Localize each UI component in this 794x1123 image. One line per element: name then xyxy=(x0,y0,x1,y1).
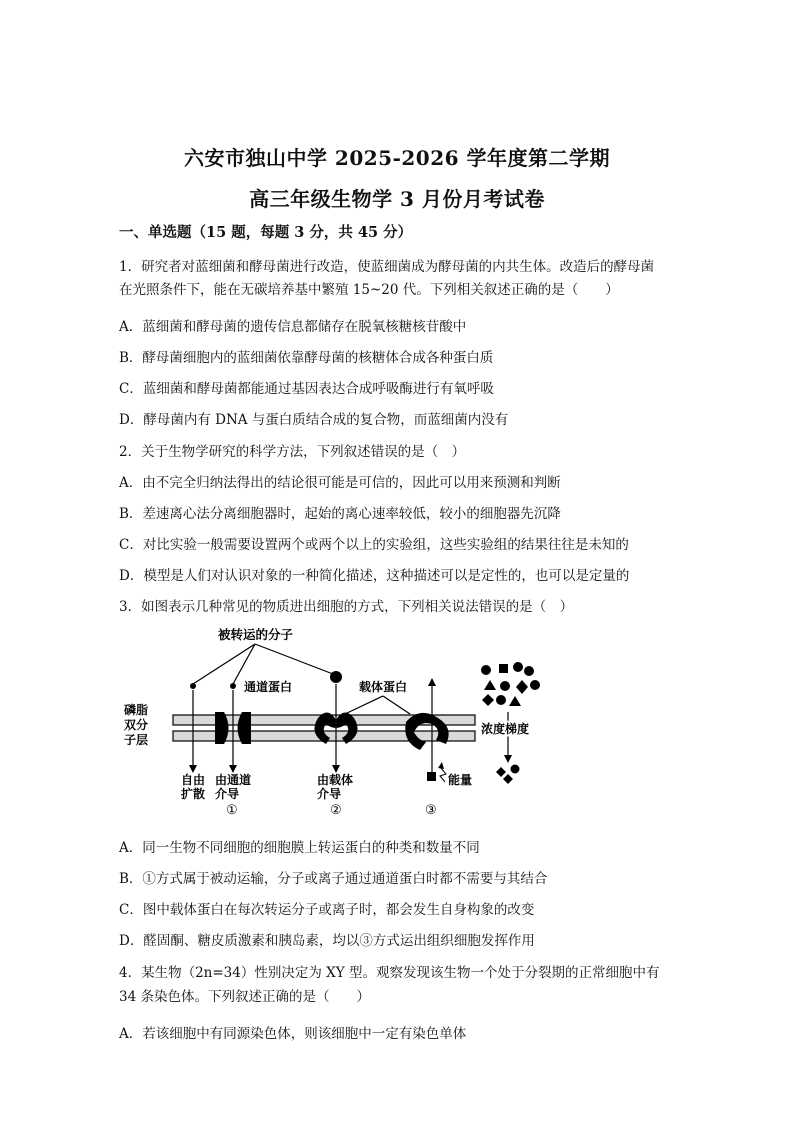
exam-title-line2: 高三年级生物学 3 月份月考试卷 xyxy=(249,187,545,211)
q2-stem: 2．关于生物学研究的科学方法，下列叙述错误的是（ ） xyxy=(119,444,466,460)
label-num-3: ③ xyxy=(425,803,437,818)
energy-zigzag xyxy=(440,767,446,782)
label-energy: 能量 xyxy=(448,773,473,787)
section-heading: 一、单选题（15 题，每题 3 分，共 45 分） xyxy=(119,224,413,241)
q4-stem-line1: 4．某生物（2n=34）性别决定为 XY 型。观察发现该生物一个处于分裂期的正常细胞中有 xyxy=(119,965,660,981)
q1-stem-line1: 1．研究者对蓝细菌和酵母菌进行改造，使蓝细菌成为酵母菌的内共生体。改造后的酵母菌 xyxy=(119,259,655,275)
q1-option-d: D．酵母菌内有 DNA 与蛋白质结合成的复合物，而蓝细菌内没有 xyxy=(119,412,509,428)
q1-stem-line2: 在光照条件下，能在无碳培养基中繁殖 15~20 代。下列相关叙述正确的是（ ） xyxy=(119,282,619,298)
q3-option-a: A．同一生物不同细胞的细胞膜上转运蛋白的种类和数量不同 xyxy=(119,840,480,856)
q2-option-b: B．差速离心法分离细胞器时，起始的离心速率较低，较小的细胞器先沉降 xyxy=(119,506,561,522)
label-carrier-mediated-1: 由载体 xyxy=(317,773,354,787)
q2-option-a: A．由不完全归纳法得出的结论很可能是可信的，因此可以用来预测和判断 xyxy=(119,475,561,491)
q3-option-b: B．①方式属于被动运输，分子或离子通过通道蛋白时都不需要与其结合 xyxy=(119,871,548,887)
q2-option-c: C．对比实验一般需要设置两个或两个以上的实验组，这些实验组的结果往往是未知的 xyxy=(119,537,629,553)
q3-stem: 3．如图表示几种常见的物质进出细胞的方式，下列相关说法错误的是（ ） xyxy=(119,599,574,615)
label-channel-mediated-1: 由通道 xyxy=(215,773,252,787)
molecule-large xyxy=(330,671,342,683)
q1-option-b: B．酵母菌细胞内的蓝细菌依靠酵母菌的核糖体合成各种蛋白质 xyxy=(119,350,494,366)
label-gradient: 浓度梯度 xyxy=(481,722,530,736)
label-molecules: 被转运的分子 xyxy=(218,627,294,642)
solute-cluster-high xyxy=(481,662,540,706)
label-free-1: 自由 xyxy=(181,773,206,787)
q1-option-c: C．蓝细菌和酵母菌都能通过基因表达合成呼吸酶进行有氧呼吸 xyxy=(119,381,494,397)
q1-option-a: A．蓝细菌和酵母菌的遗传信息都储存在脱氧核糖核苷酸中 xyxy=(119,319,467,335)
label-channel: 通道蛋白 xyxy=(244,680,293,694)
solute-cluster-low xyxy=(496,765,520,785)
energy-square xyxy=(427,772,436,781)
molecule-dot xyxy=(190,683,196,689)
label-num-1: ① xyxy=(226,803,238,818)
label-bilayer-1: 磷脂 xyxy=(124,703,149,717)
q3-option-d: D．醛固酮、糖皮质激素和胰岛素，均以③方式运出组织细胞发挥作用 xyxy=(119,933,535,949)
label-carrier-mediated-2: 介导 xyxy=(317,787,342,801)
label-carrier: 载体蛋白 xyxy=(359,680,408,694)
label-num-2: ② xyxy=(330,803,342,818)
molecule-dot xyxy=(230,683,236,689)
label-bilayer-3: 子层 xyxy=(124,733,149,747)
q4-option-a: A．若该细胞中有同源染色体，则该细胞中一定有染色单体 xyxy=(119,1026,467,1042)
exam-title-line1: 六安市独山中学 2025-2026 学年度第二学期 xyxy=(183,146,611,170)
q3-option-c: C．图中载体蛋白在每次转运分子或离子时，都会发生自身构象的改变 xyxy=(119,902,535,918)
label-free-2: 扩散 xyxy=(181,787,206,801)
q4-stem-line2: 34 条染色体。下列叙述正确的是（ ） xyxy=(119,989,370,1005)
label-bilayer-2: 双分 xyxy=(124,718,149,732)
q2-option-d: D．模型是人们对认识对象的一种简化描述，这种描述可以是定性的，也可以是定量的 xyxy=(119,568,630,584)
label-channel-mediated-2: 介导 xyxy=(215,787,240,801)
membrane-transport-figure xyxy=(120,622,560,822)
